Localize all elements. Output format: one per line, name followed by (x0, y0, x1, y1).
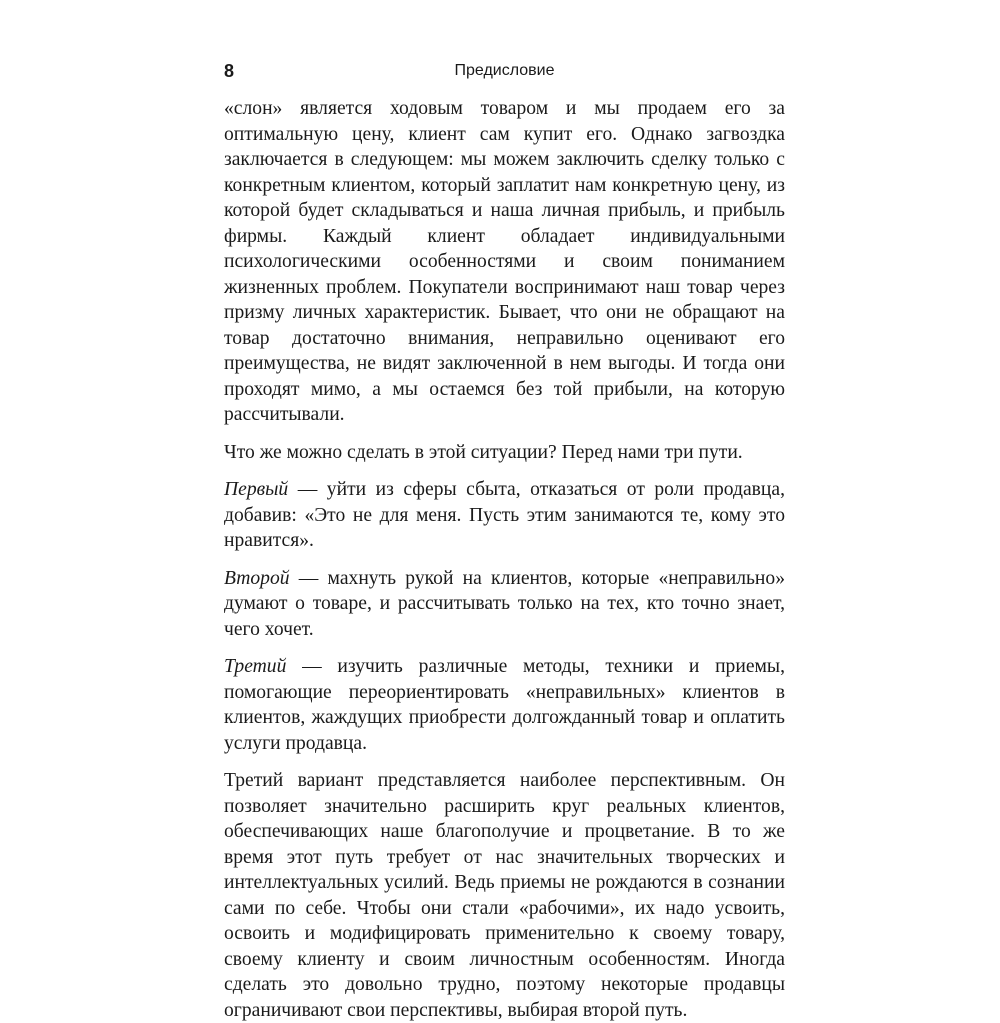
lead-in-first: Первый (224, 479, 289, 500)
paragraph-first-path (224, 477, 785, 554)
lead-in-third: Третий (224, 656, 287, 677)
paragraph-2: Что же можно сделать в этой ситуации? Перед нами три пути. (224, 441, 743, 463)
paragraph-first-text: — уйти из сферы сбыта, отказаться от роли продавца, добавив: «Это не для меня. Пусть этим занимаются те, кому это нравится». (224, 479, 785, 551)
running-head (224, 58, 785, 84)
paragraph-1: «слон» является ходовым товаром и мы продаем его за оптимальную цену, клиент сам купит его. Однако загвоздка заключается в следующем: мы можем заключить сделку только с конкретным клиентом, который заплатит нам конкретную цену, из которой будет складываться и наша личная прибыль, и прибыль фирмы. Каждый клиент обладает индивидуальными психологическими особенностями и своим пониманием жизненных проблем. Покупатели воспринимают наш товар через призму личных характеристик. Бывает, что они не обращают на товар достаточно внимания, неправильно оценивают его преимущества, не видят заключенной в нем выгоды. И тогда они проходят мимо, а мы остаемся без той прибыли, на которую рассчитывали. (224, 98, 785, 425)
paragraph-third-text: — изучить различные методы, техники и приемы, помогающие переориентировать «неправильных» клиентов в клиентов, жаждущих приобрести долгожданный товар и оплатить услуги продавца. (224, 656, 785, 754)
paragraph-conclusion: Третий вариант представляется наиболее перспективным. Он позволяет значительно расширить круг реальных клиентов, обеспечивающих наше благополучие и процветание. В то же время этот путь требует от нас значительных творческих и интеллектуальных усилий. Ведь приемы не рождаются в сознании сами по себе. Чтобы они стали «рабочими», их надо усвоить, освоить и модифицировать применительно к своему товару, своему клиенту и своим личностным особенностям. Иногда сделать это довольно трудно, поэтому некоторые продавцы ограничивают свои перспективы, выбирая второй путь. (224, 770, 785, 1021)
body-text (224, 96, 785, 1023)
section-title: Предисловие (454, 62, 555, 79)
paragraph-second-path (224, 566, 785, 643)
paragraph-third-path (224, 654, 785, 756)
lead-in-second: Второй (224, 567, 290, 589)
page-number: 8 (224, 61, 235, 81)
paragraph-second-text: — махнуть рукой на клиентов, которые «неправильно» думают о товаре, и рассчитывать только на тех, кто точно знает, чего хочет. (224, 567, 785, 640)
